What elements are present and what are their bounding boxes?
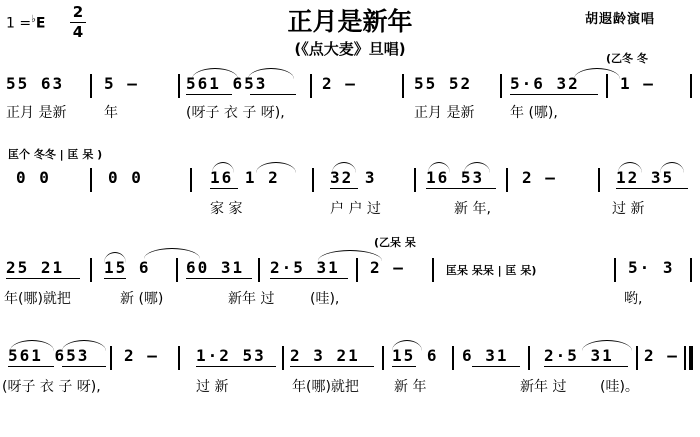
measure-notes: 2 –	[522, 168, 557, 187]
barline	[402, 74, 404, 98]
lyric-text: 新年 过	[228, 291, 275, 307]
singer-credit: 胡遐龄演唱	[585, 12, 656, 27]
percussion-text: 匡呆 呆呆 | 匡 呆)	[446, 264, 537, 277]
slur	[574, 68, 620, 79]
percussion-line	[0, 50, 700, 66]
percussion-line	[0, 146, 700, 162]
lyric-text: (呀子 衣 子 呀),	[186, 105, 285, 121]
lyric-text: 哟,	[624, 291, 643, 307]
barline	[614, 258, 616, 282]
measure-notes: 2·5 31	[544, 346, 614, 365]
barline	[528, 346, 530, 370]
measure-notes: 2 –	[322, 74, 357, 93]
barline	[636, 346, 638, 370]
barline	[432, 258, 434, 282]
barline	[690, 74, 692, 98]
barline	[312, 168, 314, 192]
barline	[90, 168, 92, 192]
underline	[510, 94, 598, 95]
barline	[190, 168, 192, 192]
lyric-text: 年 (哪),	[510, 105, 558, 121]
barline	[500, 74, 502, 98]
song-subtitle: (《点大麦》旦唱)	[294, 40, 406, 58]
measure-notes: 12 35	[616, 168, 675, 187]
underline	[210, 188, 238, 189]
barline	[90, 258, 92, 282]
underline	[426, 188, 496, 189]
barline	[282, 346, 284, 370]
slur	[318, 250, 382, 261]
measure-notes: 25 21	[6, 258, 65, 277]
meter-bottom: 4	[72, 23, 84, 41]
underline	[8, 366, 54, 367]
slur	[62, 340, 106, 351]
underline	[196, 366, 276, 367]
underline	[616, 188, 688, 189]
lyric-text: 新 年	[394, 379, 427, 395]
measure-notes: 55 63	[6, 74, 65, 93]
lyric-text: 正月 是新	[6, 105, 67, 121]
barline	[110, 346, 112, 370]
measure-notes: 0 0	[108, 168, 143, 187]
key-note: E	[35, 15, 46, 32]
underline	[290, 366, 374, 367]
slur	[392, 340, 422, 351]
underline	[544, 366, 628, 367]
lyric-text: 年(哪)就把	[292, 379, 359, 395]
lyrics-line	[0, 198, 700, 216]
slur	[428, 162, 450, 173]
barline	[382, 346, 384, 370]
underline	[270, 278, 348, 279]
lyrics-line	[0, 376, 700, 394]
underline	[6, 278, 80, 279]
lyric-text: 户 户 过	[330, 201, 381, 217]
slur	[192, 68, 238, 79]
lyric-text: 新年 过	[520, 379, 567, 395]
measure-notes: 6 31	[462, 346, 509, 365]
measure-notes: 561 653	[8, 346, 90, 365]
lyric-text: (哇),	[310, 291, 340, 307]
percussion-text: (乙冬 冬	[606, 52, 648, 65]
notation-line	[0, 74, 700, 96]
barline	[506, 168, 508, 192]
lyric-text: 过 新	[196, 379, 229, 395]
underline	[330, 188, 358, 189]
lyric-text: 过 新	[612, 201, 645, 217]
measure-notes: 2 3 21	[290, 346, 360, 365]
lyrics-line	[0, 288, 700, 306]
barline	[310, 74, 312, 98]
lyric-text: 正月 是新	[414, 105, 475, 121]
measure-notes: 55 52	[414, 74, 473, 93]
slur	[582, 340, 632, 351]
barline	[684, 346, 686, 370]
notation-line	[0, 346, 700, 368]
barline	[90, 74, 92, 98]
lyric-text: 年	[104, 105, 118, 121]
percussion-text: 匡个 冬冬 | 匡 呆 )	[8, 148, 103, 161]
slur	[256, 162, 296, 173]
barline	[452, 346, 454, 370]
barline	[176, 258, 178, 282]
flat-sign: ♭	[31, 14, 36, 25]
measure-notes: 0 0	[16, 168, 51, 187]
underline	[104, 278, 126, 279]
measure-notes: 2 –	[644, 346, 679, 365]
measure-notes: 5 –	[104, 74, 139, 93]
lyric-text: 家 家	[210, 201, 243, 217]
measure-notes: 561 653	[186, 74, 268, 93]
underline	[186, 278, 252, 279]
slur	[332, 162, 356, 173]
barline	[258, 258, 260, 282]
final-barline	[689, 346, 693, 370]
slur	[104, 252, 126, 263]
percussion-text: (乙呆 呆	[374, 236, 416, 249]
meter-top: 2	[72, 3, 84, 21]
measure-notes: 60 31	[186, 258, 245, 277]
notation-line	[0, 258, 700, 280]
measure-notes: 2·5 31	[270, 258, 340, 277]
measure-notes: 1·2 53	[196, 346, 266, 365]
underline	[392, 366, 416, 367]
slur	[464, 162, 490, 173]
measure-notes: 16 53	[426, 168, 485, 187]
underline	[62, 366, 106, 367]
barline	[690, 258, 692, 282]
underline	[186, 94, 232, 95]
song-title: 正月是新年	[287, 7, 413, 36]
measure-notes: 16 1 2	[210, 168, 280, 187]
barline	[178, 346, 180, 370]
lyric-text: 年(哪)就把	[4, 291, 71, 307]
notation-line	[0, 168, 700, 190]
measure-notes: 2 –	[124, 346, 159, 365]
slur	[618, 162, 642, 173]
slur	[212, 162, 234, 173]
lyric-text: 新 年,	[454, 201, 491, 217]
barline	[356, 258, 358, 282]
measure-notes: 5·6 32	[510, 74, 580, 93]
measure-notes: 15 6	[392, 346, 439, 365]
underline	[472, 366, 520, 367]
slur	[248, 68, 294, 79]
lyrics-line	[0, 102, 700, 120]
barline	[598, 168, 600, 192]
measure-notes: 5· 3	[628, 258, 675, 277]
barline	[178, 74, 180, 98]
measure-notes: 1 –	[620, 74, 655, 93]
measure-notes: 2 –	[370, 258, 405, 277]
underline	[250, 94, 296, 95]
slur	[660, 162, 684, 173]
key-prefix: 1 =	[6, 15, 32, 32]
lyric-text: (呀子 衣 子 呀),	[2, 379, 101, 395]
slur	[10, 340, 54, 351]
measure-notes: 15 6	[104, 258, 151, 277]
lyric-text: 新 (哪)	[120, 291, 164, 307]
measure-notes: 32 3	[330, 168, 377, 187]
barline	[414, 168, 416, 192]
lyric-text: (哇)。	[600, 379, 639, 395]
